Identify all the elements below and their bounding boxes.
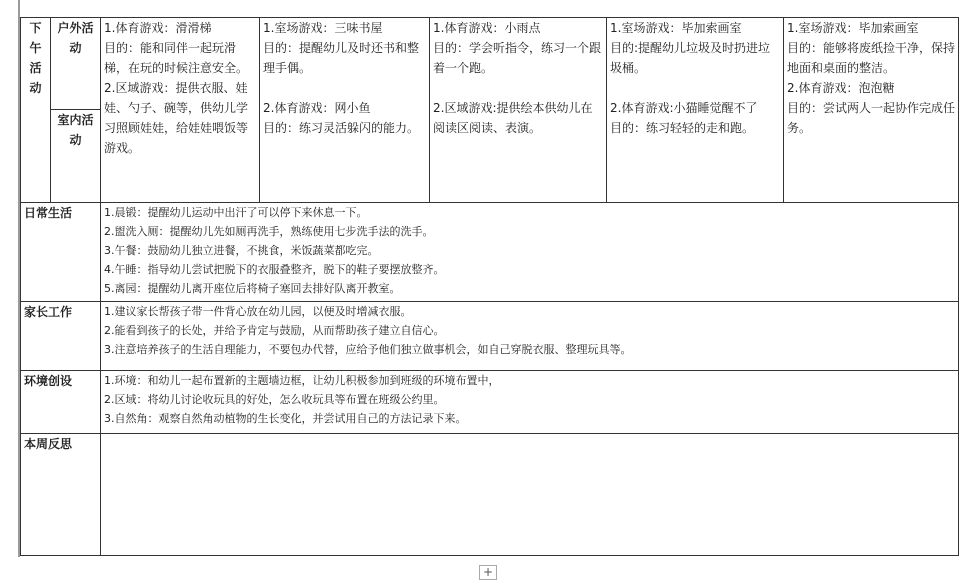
day-3-line: 目的：学会听指令，练习一个跟着一个跑。 [433, 41, 602, 75]
day-2-line: 目的：练习灵活躲闪的能力。 [263, 121, 420, 135]
daily-life-item: 3.午餐：鼓励幼儿独立进餐，不挑食，米饭蔬菜都吃完。 [104, 244, 379, 257]
day-5-line: 2.体育游戏：泡泡糖 [787, 81, 895, 95]
daily-life-item: 5.离园：提醒幼儿离开座位后将椅子塞回去排好队离开教室。 [104, 282, 401, 295]
environment-item: 2.区域：将幼儿讨论收玩具的好处，怎么收玩具等布置在班级公约里。 [104, 393, 445, 406]
indoor-label: 室内活动 [51, 110, 101, 203]
day-4-line: 目的:提醒幼儿垃圾及时扔进垃圾桶。 [610, 41, 771, 75]
parent-work-row [21, 302, 959, 371]
afternoon-outdoor-row [21, 18, 959, 110]
daily-life-content[interactable] [101, 203, 959, 302]
day-2-line: 目的：提醒幼儿及时还书和整理手偶。 [263, 41, 420, 75]
day-3-line: 2.区域游戏:提供绘本供幼儿在阅读区阅读、表演。 [433, 101, 593, 135]
environment-label: 环境创设 [21, 371, 101, 434]
day-3-cell[interactable] [430, 18, 607, 203]
environment-row [21, 371, 959, 434]
outdoor-label: 户外活动 [51, 18, 101, 110]
day-1-line: 2.区域游戏：提供衣服、娃娃、勺子、碗等，供幼儿学习照顾娃娃，给娃娃喂饭等游戏。 [104, 81, 249, 155]
parent-work-content[interactable] [101, 302, 959, 371]
day-2-line: 2.体育游戏：网小鱼 [263, 101, 371, 115]
day-4-line: 1.室场游戏：毕加索画室 [610, 21, 742, 35]
afternoon-header: 下午活动 [21, 18, 51, 203]
reflection-row [21, 434, 959, 556]
parent-work-item: 1.建议家长帮孩子带一件背心放在幼儿园，以便及时增减衣服。 [104, 305, 412, 318]
parent-work-item: 3.注意培养孩子的生活自理能力，不要包办代替，应给予他们独立做事机会，如自己穿脱衣服、整理玩具等。 [104, 343, 632, 356]
parent-work-label: 家长工作 [21, 302, 101, 371]
reflection-content[interactable] [101, 434, 959, 556]
reflection-label: 本周反思 [21, 434, 101, 556]
add-row-button[interactable]: + [479, 565, 497, 580]
day-1-line: 目的：能和同伴一起玩滑梯，在玩的时候注意安全。 [104, 41, 249, 75]
day-1-cell[interactable] [101, 18, 260, 203]
daily-life-item: 1.晨锻：提醒幼儿运动中出汗了可以停下来休息一下。 [104, 206, 368, 219]
weekly-plan-table [20, 17, 959, 556]
parent-work-item: 2.能看到孩子的长处，并给予肯定与鼓励，从而帮助孩子建立自信心。 [104, 324, 445, 337]
day-5-line: 目的：能够将废纸捡干净，保持地面和桌面的整洁。 [787, 41, 956, 75]
day-2-line: 1.室场游戏：三味书屋 [263, 21, 383, 35]
environment-content[interactable] [101, 371, 959, 434]
day-2-cell[interactable] [260, 18, 430, 203]
day-4-line: 2.体育游戏:小猫睡觉醒不了 [610, 101, 758, 115]
daily-life-row [21, 203, 959, 302]
daily-life-item: 4.午睡：指导幼儿尝试把脱下的衣服叠整齐，脱下的鞋子要摆放整齐。 [104, 263, 445, 276]
day-4-cell[interactable] [607, 18, 784, 203]
daily-life-label: 日常生活 [21, 203, 101, 302]
environment-item: 1.环境：和幼儿一起布置新的主题墙边框，让幼儿积极参加到班级的环境布置中， [104, 374, 500, 387]
environment-item: 3.自然角：观察自然角动植物的生长变化，并尝试用自己的方法记录下来。 [104, 412, 467, 425]
day-5-cell[interactable] [784, 18, 959, 203]
day-4-line: 目的：练习轻轻的走和跑。 [610, 121, 755, 135]
day-3-line: 1.体育游戏：小雨点 [433, 21, 541, 35]
day-5-line: 1.室场游戏：毕加索画室 [787, 21, 919, 35]
day-5-line: 目的：尝试两人一起协作完成任务。 [787, 101, 956, 135]
daily-life-item: 2.盥洗入厕：提醒幼儿先如厕再洗手，熟练使用七步洗手法的洗手。 [104, 225, 434, 238]
day-1-line: 1.体育游戏：滑滑梯 [104, 21, 212, 35]
